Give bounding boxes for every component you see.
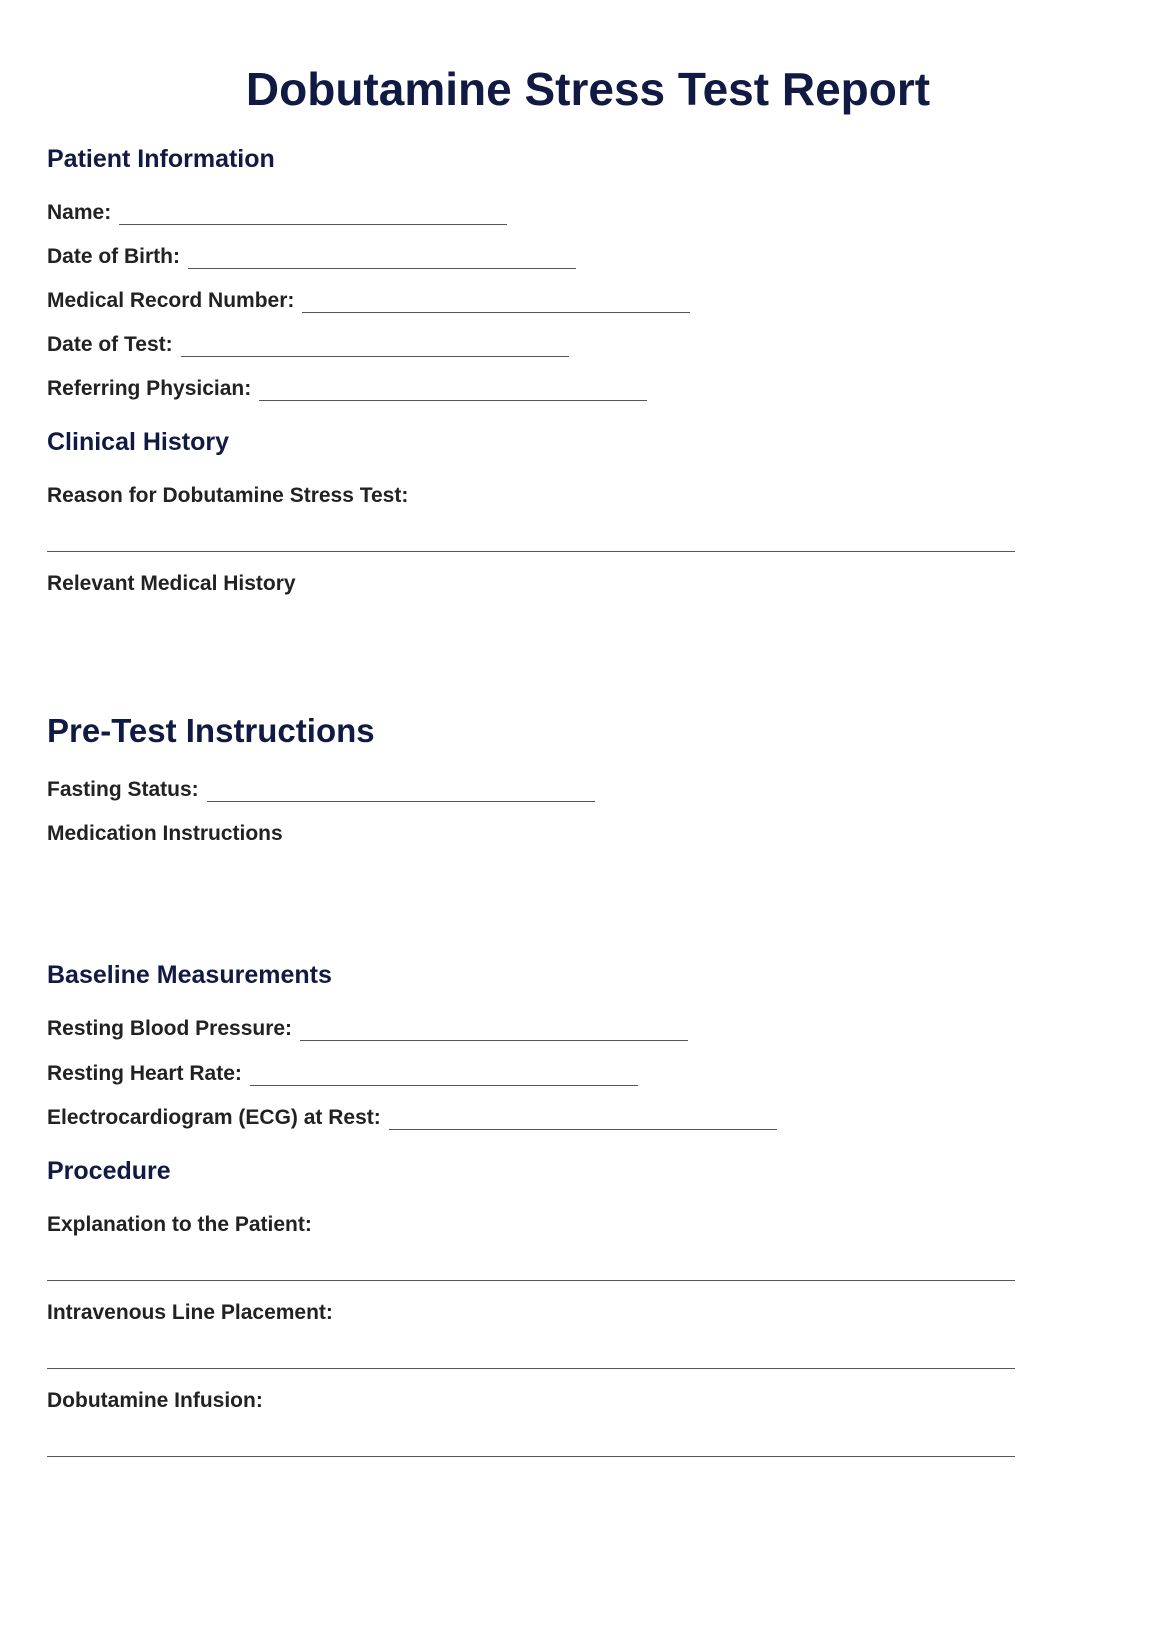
- medical-record-number-field[interactable]: [47, 289, 690, 313]
- referring-physician-field[interactable]: [47, 377, 647, 401]
- resting-heart-rate-field[interactable]: [47, 1062, 638, 1086]
- field-label: Resting Blood Pressure:: [47, 1017, 293, 1040]
- field-label: Resting Heart Rate:: [47, 1062, 242, 1085]
- blank-line[interactable]: [300, 1022, 688, 1041]
- iv-line-placement-label: Intravenous Line Placement:: [47, 1301, 333, 1324]
- field-label: Date of Test:: [47, 333, 173, 356]
- iv-line-blank-line[interactable]: [47, 1368, 1015, 1369]
- blank-line[interactable]: [250, 1067, 638, 1086]
- fasting-status-field[interactable]: [47, 778, 595, 802]
- explanation-label: Explanation to the Patient:: [47, 1213, 312, 1236]
- field-label: Date of Birth:: [47, 245, 180, 268]
- field-label: Referring Physician:: [47, 377, 252, 400]
- resting-blood-pressure-field[interactable]: [47, 1017, 688, 1041]
- section-heading-baseline-measurements: Baseline Measurements: [47, 961, 332, 989]
- blank-line[interactable]: [188, 250, 576, 269]
- relevant-medical-history-label: Relevant Medical History: [47, 572, 296, 595]
- date-of-test-field[interactable]: [47, 333, 569, 357]
- blank-line[interactable]: [302, 294, 690, 313]
- section-heading-procedure: Procedure: [47, 1157, 171, 1185]
- date-of-birth-field[interactable]: [47, 245, 576, 269]
- field-label: Name:: [47, 201, 112, 224]
- ecg-at-rest-field[interactable]: [47, 1106, 777, 1130]
- field-label: Medical Record Number:: [47, 289, 295, 312]
- section-heading-pre-test-instructions: Pre-Test Instructions: [47, 712, 375, 749]
- section-heading-clinical-history: Clinical History: [47, 428, 229, 456]
- explanation-blank-line[interactable]: [47, 1280, 1015, 1281]
- section-heading-patient-information: Patient Information: [47, 145, 275, 173]
- dobutamine-infusion-label: Dobutamine Infusion:: [47, 1389, 263, 1412]
- reason-blank-line[interactable]: [47, 551, 1015, 552]
- blank-line[interactable]: [259, 382, 647, 401]
- page-title: Dobutamine Stress Test Report: [245, 63, 931, 115]
- blank-line[interactable]: [181, 338, 569, 357]
- blank-line[interactable]: [389, 1111, 777, 1130]
- field-label: Electrocardiogram (ECG) at Rest:: [47, 1106, 381, 1129]
- name-field[interactable]: [47, 201, 507, 225]
- blank-line[interactable]: [119, 206, 507, 225]
- blank-line[interactable]: [207, 783, 595, 802]
- field-label: Fasting Status:: [47, 778, 199, 801]
- reason-label: Reason for Dobutamine Stress Test:: [47, 484, 409, 507]
- dobutamine-infusion-blank-line[interactable]: [47, 1456, 1015, 1457]
- medication-instructions-label: Medication Instructions: [47, 822, 283, 845]
